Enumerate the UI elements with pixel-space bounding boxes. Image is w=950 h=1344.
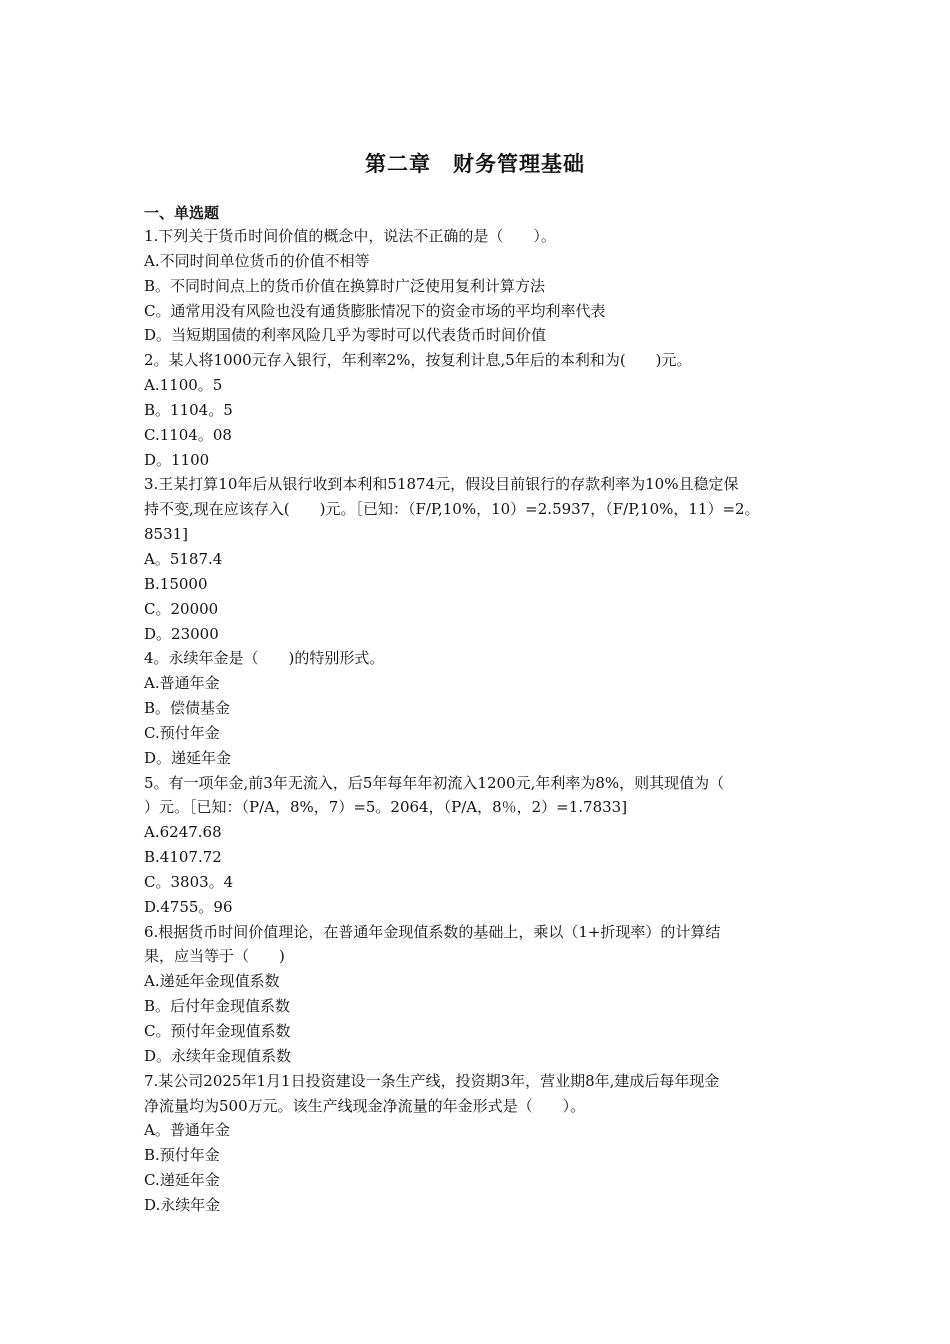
question-text: 净流量均为500万元。该生产线现金净流量的年金形式是（ ）。 [144,1096,586,1115]
option-text: B.15000 [144,574,208,593]
option-text: D。1100 [144,450,210,469]
question-text: 6.根据货币时间价值理论，在普通年金现值系数的基础上，乘以（1+折现率）的计算结 [144,922,721,941]
question-text: 5。有一项年金,前3年无流入，后5年每年年初流入1200元,年利率为8%，则其现值为（ [144,773,725,792]
option-text: A。普通年金 [144,1121,230,1140]
option-text: C。3803。4 [144,872,234,891]
option-text: A.1100。5 [144,376,223,395]
chapter-name: 财务管理基础 [453,152,585,176]
question-text: 4。永续年金是（ )的特别形式。 [144,649,385,668]
option-text: C.递延年金 [144,1171,220,1190]
option-text: B。1104。5 [144,400,233,419]
option-text: A.不同时间单位货币的价值不相等 [144,251,370,270]
option-text: B。不同时间点上的货币价值在换算时广泛使用复利计算方法 [144,276,546,295]
question-text: 8531] [144,525,189,544]
question-text: 3.王某打算10年后从银行收到本利和51874元，假设目前银行的存款利率为10%且稳定保 [144,475,739,494]
option-text: D.永续年金 [144,1195,221,1214]
question-text: 持不变,现在应该存入( )元。［已知：（F/P,10%，10）=2.5937，（F/P,10%，11）=2。 [144,500,760,519]
question-text: 7.某公司2025年1月1日投资建设一条生产线，投资期3年，营业期8年,建成后每年现金 [144,1071,720,1090]
option-text: D。23000 [144,624,219,643]
option-text: C。预付年金现值系数 [144,1022,291,1040]
chapter-title [0,148,950,178]
option-text: C。通常用没有风险也没有通货膨胀情况下的资金市场的平均利率代表 [144,301,606,320]
question-text: 2。某人将1000元存入银行，年利率2%，按复利计息,5年后的本利和为( )元。 [144,351,692,370]
option-text: A.普通年金 [144,674,220,693]
option-text: D.4755。96 [144,897,233,916]
option-text: D。递延年金 [144,748,232,767]
option-text: B.预付年金 [144,1146,220,1165]
question-text: 1.下列关于货币时间价值的概念中，说法不正确的是（ ）。 [144,227,556,245]
option-text: D。当短期国债的利率风险几乎为零时可以代表货币时间价值 [144,326,547,345]
option-text: B。后付年金现值系数 [144,997,291,1016]
option-text: A.6247.68 [144,823,222,842]
option-text: C。20000 [144,599,219,618]
option-text: C.预付年金 [144,723,220,742]
option-text: A。5187.4 [144,549,223,568]
option-text: D。永续年金现值系数 [144,1046,292,1065]
option-text: B.4107.72 [144,848,222,867]
option-text: B。偿债基金 [144,699,231,718]
question-text: 果，应当等于（ ) [144,947,285,966]
option-text: C.1104。08 [144,425,232,444]
option-text: A.递延年金现值系数 [144,972,280,991]
question-text: ）元。［已知：（P/A，8%，7）=5。2064，（P/A，8％，2）=1.7833] [144,798,628,817]
section-heading: 一、单选题 [144,204,220,222]
question-list [144,224,820,1218]
chapter-number: 第二章 [365,152,431,176]
